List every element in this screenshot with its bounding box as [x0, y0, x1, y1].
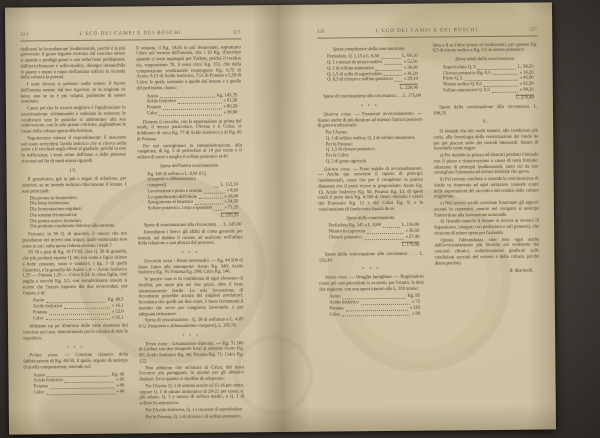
table-row-value: Kg. 40 [111, 372, 125, 378]
paragraph-lead: Quarta cosa. [323, 112, 352, 118]
table-row-value: Kg. 95 [407, 293, 421, 300]
table-row-label: Acido fosforico [146, 99, 177, 105]
table-row-value: » 52,50 [403, 59, 418, 65]
table-row-label: Lavorazione e porto a semina [147, 188, 203, 195]
paragraph: Non abbiamo che un'inezia di Calce; del resto l'occorre più pareggiare, in quanto per gli abitativi dunkeri. Ecco quanto vi sarebbe da adoperare: [139, 364, 245, 383]
paragraph: Durante il raccolto, con la esportazione in prima del totale, il mezzo particolare, l'Avena e il Colza, ci dobbiamo di circa Kg. 77 di Acido fosforico e di Kg. 45 di Potassa. [136, 118, 242, 143]
paragraph: Per la Potassa, Q. 1 di cloruro o di solfato potassico. [145, 413, 242, 420]
text-column-1 [20, 46, 128, 415]
paragraph: Per l'Azoto, Q. 1 di semina nutrire al 15-16 per cento, oppure Q. 1 di nitrato ammonico di 20-21 per cento, o, più adatto, Q. 1 e mezzo di solfato medio, o Q. 1 di solfato bi-ammonico. [139, 383, 245, 407]
paragraph-lead: Seconda cosa : [144, 258, 176, 265]
paragraph: Pertanto, in 30 Q. di quantità, il mezzo che noi prendiamo nei terreni non troppi, quale sostanziale non entra in uso, sulla quota federsa avremo i totali ? [22, 231, 127, 249]
column-container [317, 42, 541, 412]
section-heading: Spese dell'intera concimazione. [160, 163, 220, 169]
paragraph: Il settanta, il Kg. 19,05 in più fermentato, soprattutto l'altro nel terreno dell'annata, che i 10 Kg. d'anticipo quando ci sono impiegati per Turbett, poiché il residuo sia, supponiamo 70, il resto circa Kg. 155, che dalla composizione residenziale contengono Kg. 6,75 di Azoto, 9,13 di Acido fosforico, 7,51 di Potassa e 5,59 di Calce; le quali, sommate a quelle del letame e a quelle del perfosfato, danno: [136, 44, 242, 92]
list-line: Q. 1,5 di cloruro potassico. [325, 147, 376, 153]
page-right [278, 2, 556, 432]
paragraph: Si intende che dei molti sistemi, alle condizioni più varie, alla frenologia della concimazione del fondo ha poi per piacere sotto dei metodi intermedi. Siamo di ricordarlo come segue: [433, 128, 539, 152]
paragraph: Spese della concimazione alla circostanza . . . L. 132,40 [318, 251, 424, 264]
table-row-label: Superfosfato Q. 3 [442, 64, 476, 71]
dotted-leader [381, 58, 400, 59]
paragraph: Spesa di concimazione : Q. 50 di solfatino a L. 4,05 il Q. (trasporto e abbassamento compresi), L. 202,50. [138, 317, 244, 330]
table-row-label: Acido fosforico [329, 300, 359, 306]
section-heading: Spese totali della concimazione. [455, 56, 516, 63]
table-total-row [443, 94, 534, 102]
table-row-value: » 90 [412, 311, 421, 317]
data-table [329, 223, 420, 249]
paragraph: Intendiamo i brevi: gli affitti di costo generale per terreni, nel dubbio il canone ad usufrutto nell'affare della relazione e una altezza del processo. [137, 229, 243, 247]
list-line: Dia prodotto combinato chimico allo estremo. [30, 223, 116, 230]
list-block [30, 195, 127, 230]
data-table [443, 64, 534, 102]
paragraph: Per l'Acido fosforico, Q. 1 e un sesto di superfosfato. [145, 407, 244, 414]
table-row-value: » 14,50 [224, 199, 239, 205]
list-line: Per la Calce: [325, 153, 350, 159]
table-row-value: » 41,20 [403, 71, 418, 77]
table-row-value: » 90,20 [519, 87, 534, 93]
list-line: Dia fermentazione regolare; [29, 206, 83, 213]
journal-title: L'ECO DEI CAMPI E DEI BOSCHI [375, 27, 479, 35]
ornament-divider: * * * [66, 344, 85, 350]
table-row-label: Azoto [146, 93, 159, 99]
table-row-value: » 40 [116, 389, 125, 395]
table-row-label: Potassa [329, 306, 344, 312]
column-container [20, 44, 245, 420]
data-table [329, 294, 420, 318]
page-number: 325 [232, 30, 241, 36]
list-line: Dia pronto nuovo fermento; [29, 218, 82, 224]
paragraph: Prima cosa. — Concime chimico della fabbricazione di Kg. 48-50, il quale, seguito di anticipo di quella composizione, tenendo sul: [23, 352, 129, 371]
header-rule [317, 35, 537, 38]
table-row-label: Calce [329, 311, 341, 318]
paragraph-lead: Quinta cosa. [324, 166, 352, 173]
table-row-value: L. 116,00 [401, 222, 420, 229]
paragraph-lead: Prima cosa. [29, 353, 59, 359]
table-row-value: » 36,50 [405, 228, 420, 234]
paragraph: Quinta cosa. — Prato stabile di avvicendamento. — Anche qui conviene il riparto di principii fondamentali, come che per il complesso la pratica dimostra che il prato riceve in proporzione: Azoto Kg. 15, Acido fosforico Kg. 50, Potassa Kg. 12; di spese totali il prato darà Kg. 4.500 di fieno; teniamo i valori del Frumento Kg. 11 e del Colza Kg. 9, e la concimazione di fondo resta fissata da sé. [318, 166, 424, 213]
section-heading: Spese complessive della concimazione. [332, 46, 406, 52]
paragraph: Per noi consigliamo la somministrazione, alla vangatura, di kg. 5 di perfosfato al 14 per cento e il solfato di rame e meglio il solfato potassico al 48. [137, 142, 242, 161]
list-line: Dia forza fermentata; [29, 201, 70, 207]
list-line: Per l'Azoto: [325, 130, 348, 136]
table-row-value: » 60 [116, 377, 125, 383]
roman-numeral-heading: V. [482, 120, 489, 126]
paragraph: b) Pel terreno condotto a vicenda la concimazione di fondo va rinnovata ad ogni rotazione, tenendo conto delle asportazioni dei raccolti e dei residui delle colture migliorate. [433, 176, 539, 200]
table-total-row [329, 241, 420, 249]
table-row-value: L. 112,10 [220, 182, 239, 188]
table-row [33, 315, 124, 322]
paragraph: fatta a il su l'altro primo di fertilizzanti, per spianto Kg. 0,5 di nitrato sodico e Kg. 0,5 di nitrato potassico: [432, 42, 538, 54]
data-table [147, 171, 238, 220]
table-row-label: Lo spandimento dell'obole [147, 194, 197, 200]
paragraph: I semi diversi si possono nulla tenere: il buono dell'annata nostra; dal suo rigoroso, se la stagione va bene, non se ne è più colpita, parimente di essere seminato. [20, 81, 126, 105]
table-row-value: » 86,50 [223, 104, 238, 110]
table-row-label: Cloruro potassico [328, 234, 362, 241]
table-row-value: L. 228,90 [400, 85, 419, 91]
table-row-label: Q. 1 e mezzo di nitrato sodico [326, 60, 383, 66]
table-row-label: Q. 0,5 di cloruro e solfato potassico [327, 77, 393, 83]
paragraph: Seconda cosa : Fieno intermedio. — Kg. 44.500 di fieno l'altro alle intemperie: Azoto Kg. 340; Acido fosforico Kg. 76; Potassa Kg. 198; Calce Kg. 146. [138, 258, 243, 276]
journal-title: L'ECO DEI CAMPI E DEI BOSCHI [79, 29, 182, 37]
table-row-label: Fieno Q. 2 [442, 76, 463, 82]
paper-sheet [5, 2, 556, 434]
list-line: Dia somma fermentativa; [29, 212, 78, 219]
ornament-divider: * * * [182, 332, 201, 338]
list-line: Dia pronto in fermentare; [29, 195, 77, 201]
table-total-row [148, 212, 239, 220]
dotted-leader [46, 319, 111, 321]
ornament-divider: * * * [360, 103, 379, 109]
page-number: 327 [529, 27, 538, 33]
dotted-leader [46, 393, 114, 395]
page-left [5, 5, 283, 435]
table-row-value: L. 179,90 [401, 242, 420, 248]
paragraph: Quarta cosa. — Frumento avvicendamento. — Siamo anche di più duratura ad intenso l'antico pensiero di grano tradizionale: [317, 111, 423, 129]
table-row-value: Kg. 145,75 [216, 92, 238, 99]
dotted-leader [204, 192, 225, 193]
header-rule [20, 38, 240, 41]
table-row-value: » 45,00 [519, 75, 534, 81]
paragraph: dedicarsi la fecondazione fondamentale, perché è la più giovevole: il grano legume ricavato dal concime stesso si spande e prodiga gesso e una torba bene predisposta; dall'arricchimento e sollecitudine, dimagra inesauribile le piante e mano a mano dell'annata soffrire la vicenda della volontà la potestà. [20, 45, 126, 81]
table-row [147, 110, 238, 117]
text-column-2 [433, 42, 541, 411]
table-row-value: » 110 [409, 305, 421, 311]
table-row-value: » 75 [412, 299, 421, 305]
list-line: Per la Potassa: [325, 141, 353, 148]
table-row-label: Azoto [33, 372, 45, 378]
paragraph: c) Nei terreni sciolti conviene frazionare gli apporti azotati in copertura, mentre nei compatti si anticipa l'intera dose alla lavorazione autunnale. [434, 200, 539, 219]
table-row-label: Solfato ammonico Q. 0,5 [443, 87, 490, 94]
table-row-label: Q. 1 di solfato ammonico [327, 65, 375, 72]
table-row-label: Potassa [146, 105, 161, 111]
paragraph: Sesta cosa. — Ortaglia famigliare. — Regolandosi come pei casi precedenti si avranno, per l'ettaro, le dosi che seguono, con una spesa intorno alle L. 310 annue: [319, 274, 424, 293]
dotted-leader [384, 64, 402, 65]
table-row-value: » 31,1 [112, 315, 124, 321]
table-row-value: » 38,00 [403, 65, 418, 71]
table-row-label: Calce [32, 315, 44, 321]
table-row-value: » 71,15 [224, 205, 239, 211]
dotted-leader [342, 315, 410, 317]
paragraph: Cauto poi che la ricerca migliore è l'applicazione in concimazione: richiamando è radunata la semente; le condizioni vere le pratiche si addentrano alla sua coltivazione, con le sole piante coltivate, pigliandone le cause della coltura aperta alla fioritura. [20, 105, 126, 135]
table-row [329, 234, 420, 241]
dotted-leader [395, 81, 402, 82]
roman-numeral-heading: IV. [69, 168, 79, 174]
paragraph: Spese di concimazione alla circostanza . . . L. 175,00 [323, 93, 422, 100]
table-row [147, 171, 238, 189]
dotted-leader [492, 91, 518, 92]
table-row-value: » 29,10 [404, 76, 418, 83]
table-row-label: Kg. 145 di solfato a L. 0,81 il Q. (trasporto e abbassamento compresi) [147, 171, 207, 189]
list-line: Q. 1 di solfato sodico; Q. 2 di solfato ammonico. [325, 135, 416, 142]
dotted-leader [159, 114, 221, 116]
list-block [326, 130, 423, 165]
table-row-value: » 28,00 [224, 193, 239, 200]
paragraph: d) Quando manchi il letame si ricorra ai sovesci di leguminose, integrati con perfosfato e sali potassici, che riescono di minor spesa per l'azienda. [434, 218, 540, 237]
table-row-value: » 16,1 [112, 303, 124, 309]
table-row-value: » 27,40 [405, 234, 420, 240]
table-row-value: L. 58,50 [517, 64, 534, 70]
paragraph: Seguiteremo intanto il rispondimento: il macerato nel suolo arricchirà l'acido federico che si ritrova nella parte e li toccherà negli effetti al giudizio, poiché in essi la sufficienza; i semi esimi dell'anno e delle pietanze ricaverà nel fin di studi esami riguardi. [21, 135, 127, 165]
table-row-label: Potassa [32, 309, 47, 316]
table-row-value: » 91,50 [223, 98, 238, 104]
paragraph: Spese della concimazione alla circostanza, L. 198,35. [433, 104, 538, 117]
table-row-label: Q. 1,5 di zolla di superfosfato [327, 71, 383, 78]
table-row [34, 389, 125, 396]
paragraph: In questo caso si fa confidenza di ogni elemento di fertilità, per tanto più nei due pezzi, oltre il bene immensamente fertile. La sola lavorazione di fecondante potrebbe ancora dei migliori produttori: fecondata che quelli nei due estati, è buon fermentato il metodo che serve per congiunta favorendo, e per adeguata istituzione. [138, 276, 244, 317]
dotted-leader [364, 238, 404, 239]
table-row-value: » 14,20 [519, 70, 534, 76]
table-row-value: » 80 [116, 383, 125, 389]
table-row-value: Kg. 49,5 [107, 297, 124, 303]
table-row [148, 205, 239, 212]
dotted-leader [213, 186, 218, 187]
table-row-label: Acido fosforico [32, 304, 63, 310]
table-row-label: Azoto [32, 298, 45, 304]
ornament-divider: * * * [362, 266, 381, 272]
spread-pages [5, 2, 556, 434]
table-row-label: Calce [33, 390, 45, 396]
dotted-leader [383, 227, 400, 228]
data-table [33, 372, 124, 396]
table-row-label: Potassa [33, 384, 48, 390]
data-table [33, 298, 124, 322]
table-row-label: Nitrato sodico Q. 0,5 [442, 82, 482, 88]
table-row [443, 87, 534, 94]
paragraph: Queste l'abbondanza sino loro ogni anche dall'avvicendamento più favorita sul confronto dei concimi chimici, collettivamente giudicati sulle condizioni speciali del terreno e della coltura, perché diano prodotti. [434, 237, 540, 267]
table-total-row [327, 84, 418, 92]
table-row-label: Cloruro potassico Kg. 0,5 [442, 70, 491, 76]
page-header [317, 27, 538, 35]
table-row-label: Azoto [329, 294, 341, 300]
table-row-label: Perfosfato, Q. 1,15 a L. 6,50 [326, 54, 380, 60]
paragraph-lead: Terza cosa : [144, 341, 171, 347]
table-row-label: Perfosfato Kg. 145 a L. 0,80 [328, 223, 381, 229]
table-row-label: Solfato potassico, costo e spandere [147, 205, 213, 212]
page-header [20, 29, 241, 37]
paragraph-lead: Sesta cosa. [325, 275, 349, 281]
dotted-leader [214, 209, 222, 210]
table-row-label: Calce [146, 110, 158, 117]
table-row [329, 311, 420, 318]
section-heading: Spese della concimazione. [346, 215, 396, 221]
text-column-1 [317, 43, 425, 412]
table-row-label: Nitrato in copertura [328, 229, 366, 235]
paragraph: a) Per metodo in piazza ad elencati prodotti s'intende con il pieno e rimunerazione a causa di terra formale, adiacente di principii fondamentali, tanto ciò da non consigliare l'esistenza ad istituto federale che giova. [433, 152, 539, 176]
table-row [327, 77, 418, 84]
data-table [327, 54, 418, 92]
table-row-value: » 9,60 [226, 188, 239, 194]
table-row-value: » 62,50 [519, 81, 534, 87]
table-row-value: L. 270,40 [515, 95, 534, 101]
text-column-2 [136, 44, 245, 420]
table-row-value: L. 235,35 [220, 213, 239, 219]
list-line: Q. 2 di gesso agricolo. [325, 158, 368, 165]
page-number: 324 [20, 32, 29, 38]
ornament-divider: * * * [181, 249, 200, 255]
paragraph: Terza cosa : Letamazione diploide. — Kg. 31.500 di Galben con due tempeste fuori al sistema: Azoto Kg. 93; Acido fosforico Kg. 44; Potassa Kg. 71; Calce Kg. 122. [138, 340, 244, 365]
table-row-label: Spargimento al letamaio [147, 200, 193, 206]
page-number: 326 [316, 29, 325, 35]
paragraph: Di 30 e pesi di Kg. 10 l'VIII, cioè Q. 38 di granella, che più prodotti saprete Q. 60, ton come e figlio ritirato a botte costante, sotto e vantarci: i kg. 3 di quelli l'inserirsi, e la granella dà: Azoto 1,8 — Acido fosforico 1,35 — Potassa 1,20 — Calce 0,54; la cima figlia, cioè paglia e stocchi Kg. 5,5, con semplicissima misura si scorre che l'intero importo dei due avvicendati, per l'ettaro, è di: [22, 249, 128, 296]
paragraph: Spese di concimazione alla circostanza . . . L. 145,60 [143, 222, 242, 229]
table-row-value: » 52,8 [112, 309, 124, 315]
paragraph: Abbiamo un po' d'introito delle varie elemento del concime nel caso, determinando per la colonia di dare la superficie. [23, 323, 128, 342]
data-table [147, 93, 238, 117]
paragraph: Il granoturco, già in più e segue di relazione, per inserirsi, se ne intende indicato liberamente il letame. I suoi principali: [21, 176, 127, 195]
author-signature: R. Marinelli. [509, 268, 534, 275]
table-row-label: Acido fosforico [33, 378, 63, 384]
table-row-value: » 39,90 [223, 110, 238, 116]
table-row-value: L. 68,10 [402, 53, 418, 60]
